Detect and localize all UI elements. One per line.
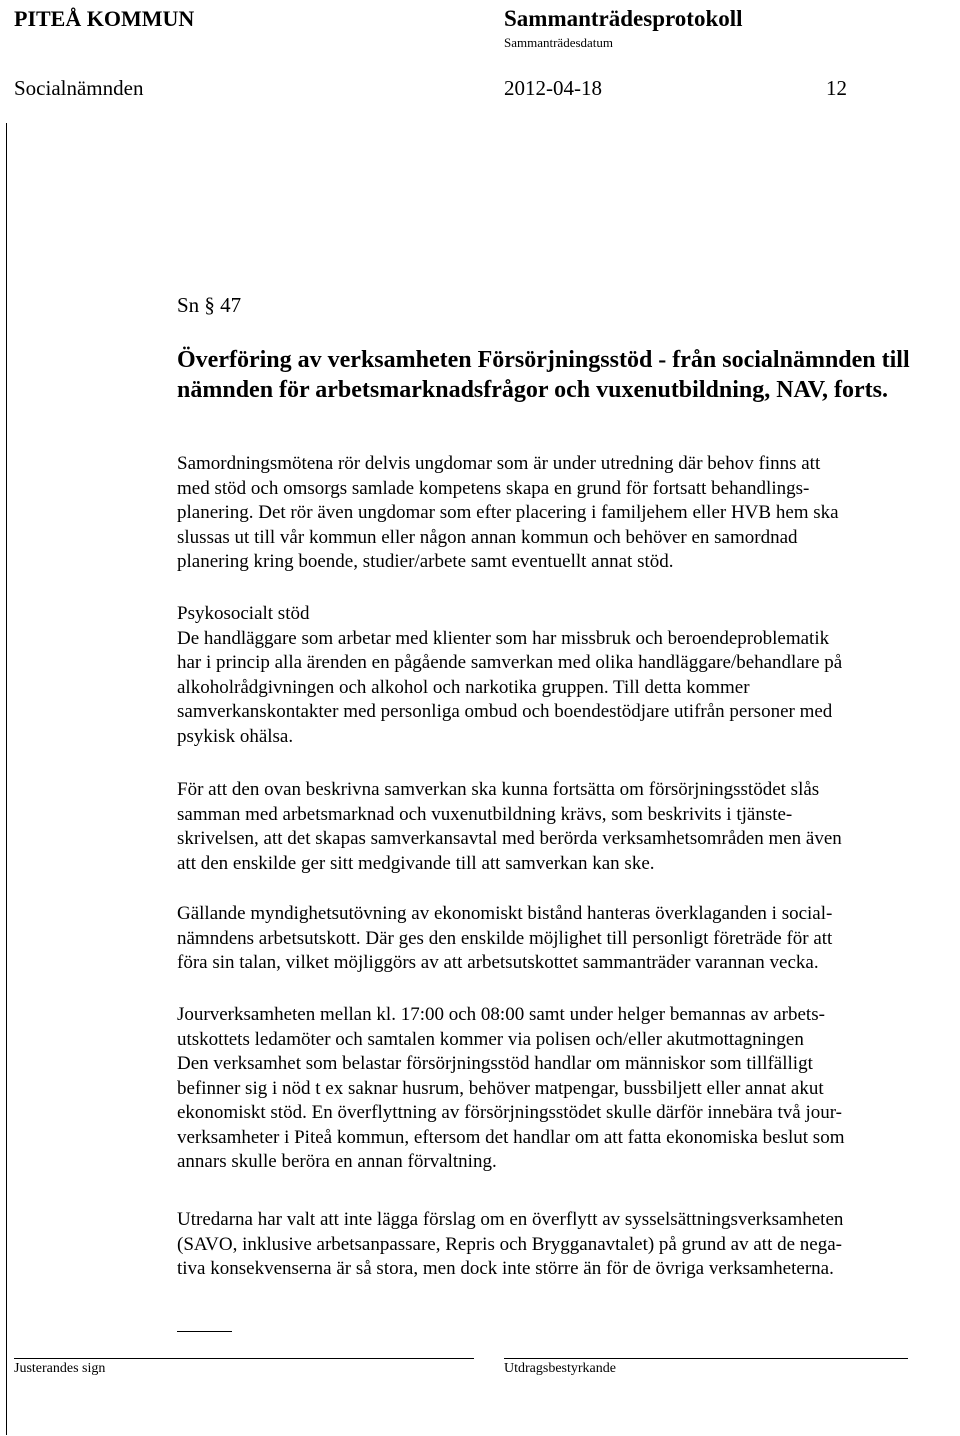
meeting-date: 2012-04-18 [504, 76, 602, 100]
text-line: Jourverksamheten mellan kl. 17:00 och 08:00 samt under helger bemannas av arbets- [177, 1004, 825, 1025]
extract-certification-label: Utdragsbestyrkande [504, 1361, 616, 1376]
subheading: Psykosocialt stöd [177, 603, 310, 624]
text-line: Samordningsmötena rör delvis ungdomar som är under utredning där behov finns att [177, 453, 821, 474]
municipality-name: PITEÅ KOMMUN [14, 6, 195, 31]
text-line: ekonomiskt stöd. En överflyttning av försörjningsstödet skulle därför innebära två jour- [177, 1102, 843, 1123]
text-line: annars skulle beröra en annan förvaltning. [177, 1151, 497, 1172]
paragraph-6 [177, 1208, 843, 1282]
separator-line [177, 1331, 232, 1332]
paragraph-2 [177, 602, 842, 749]
text-line: Utredarna har valt att inte lägga förslag om en överflytt av sysselsättningsverksamheten [177, 1209, 844, 1230]
paragraph-5 [177, 1003, 844, 1175]
paragraph-4 [177, 902, 832, 976]
footer-rule-right [504, 1358, 908, 1359]
left-margin-rule [6, 123, 7, 1435]
footer-rule-left [14, 1358, 474, 1359]
text-line: med stöd och omsorgs samlade kompetens skapa en grund för fortsatt behandlings- [177, 477, 810, 499]
text-line: samverkanskontakter med personliga ombud och boendestödjare utifrån personer med [177, 701, 833, 722]
text-line: nämndens arbetsutskott. Där ges den enskilde möjlighet till personligt företräde för att [177, 927, 833, 949]
text-line: planering kring boende, studier/arbete samt eventuellt annat stöd. [177, 551, 674, 572]
text-line: alkoholrådgivningen och alkohol och narkotika gruppen. Till detta kommer [177, 676, 750, 698]
document-type: Sammanträdesprotokoll [504, 6, 743, 31]
text-line: samman med arbetsmarknad och vuxenutbildning krävs, som beskrivits i tjänste- [177, 803, 793, 825]
text-line: skrivelsen, att det skapas samverkansavtal med berörda verksamhetsområden men även [177, 828, 842, 849]
text-line: att den enskilde ger sitt medgivande till att samverkan kan ske. [177, 852, 655, 874]
text-line: befinner sig i nöd t ex saknar husrum, behöver matpengar, bussbiljett eller annat akut [177, 1077, 824, 1099]
text-line: slussas ut till vår kommun eller någon annan kommun och behöver en samordnad [177, 526, 798, 548]
text-line: utskottets ledamöter och samtalen kommer via polisen och/eller akutmottagningen [177, 1028, 804, 1050]
adjuster-signature-label: Justerandes sign [14, 1361, 106, 1376]
text-line: psykisk ohälsa. [177, 725, 294, 747]
text-line: De handläggare som arbetar med klienter som har missbruk och beroendeproblematik [177, 627, 830, 649]
text-line: verksamheter i Piteå kommun, eftersom det handlar om att fatta ekonomiska beslut som [177, 1126, 845, 1148]
meeting-date-label: Sammanträdesdatum [504, 35, 614, 50]
text-line: För att den ovan beskrivna samverkan ska kunna fortsätta om försörjningsstödet slås [177, 779, 820, 800]
section-title: Överföring av verksamheten Försörjningsstöd - från socialnämnden till nämnden för arbetsmarknadsfrågor och vuxenutbildning, NAV, forts. [177, 347, 910, 403]
paragraph-3 [177, 778, 842, 876]
text-line: har i princip alla ärenden en pågående samverkan med olika handläggare/behandlare på [177, 652, 843, 673]
text-line: Gällande myndighetsutövning av ekonomiskt bistånd hanteras överklaganden i social- [177, 903, 833, 924]
text-line: föra sin talan, vilket möjliggörs av att arbetsutskottet sammanträder varannan vecka. [177, 952, 819, 973]
page-number: 12 [826, 76, 847, 100]
text-line: Den verksamhet som belastar försörjningsstöd handlar om människor som tillfälligt [177, 1053, 813, 1074]
paragraph-number: Sn § 47 [177, 293, 242, 317]
paragraph-1 [177, 452, 839, 575]
text-line: planering. Det rör även ungdomar som efter placering i familjehem eller HVB hem ska [177, 502, 839, 523]
text-line: tiva konsekvenserna är så stora, men dock inte större än för de övriga verksamheterna. [177, 1258, 834, 1279]
committee-name: Socialnämnden [14, 76, 144, 100]
text-line: (SAVO, inklusive arbetsanpassare, Repris och Brygganavtalet) på grund av att de nega- [177, 1233, 842, 1255]
